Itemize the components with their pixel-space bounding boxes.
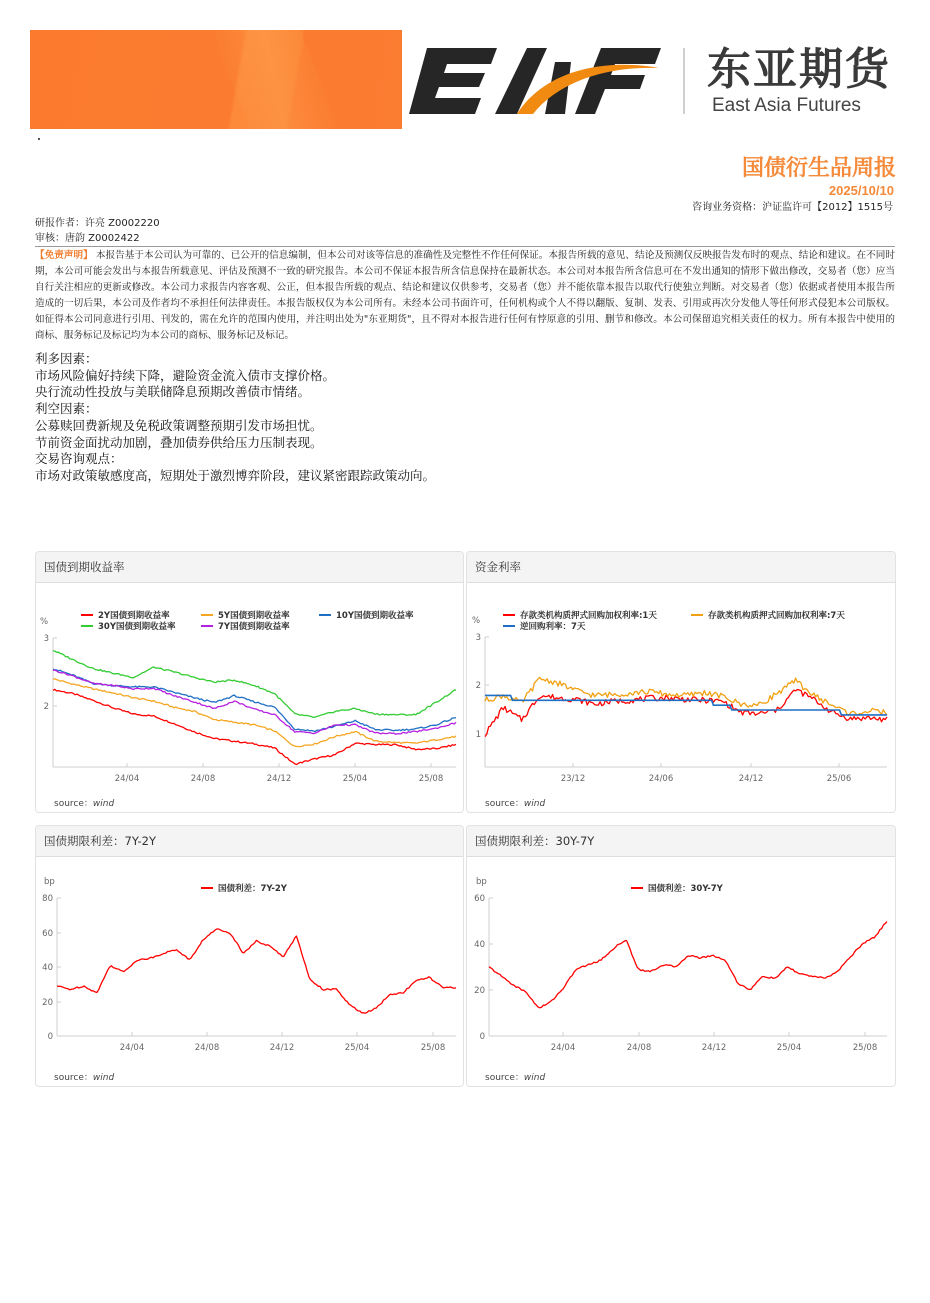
svg-text:3: 3 [475,633,481,643]
svg-text:24/12: 24/12 [738,774,764,784]
chart-source [54,1070,114,1083]
series-line [53,679,456,747]
bearish-item: 节前资金面扰动加剧，叠加债券供给压力压制表现。 [35,434,323,450]
svg-text:bp: bp [44,877,55,887]
card-title: 国债期限利差：7Y-2Y [36,826,463,857]
svg-text:25/08: 25/08 [418,774,444,784]
svg-text:bp: bp [476,877,487,887]
chart-card-yields [35,551,464,813]
source-label: source： [54,799,93,809]
svg-text:24/12: 24/12 [269,1043,295,1053]
view-heading: 交易咨询观点： [35,451,123,467]
svg-text:24/12: 24/12 [266,774,292,784]
series-line [53,669,456,731]
bullet-dot [38,138,40,140]
report-date: 2025/10/10 [828,183,894,198]
source-label: source： [485,1073,524,1083]
legend-label: 7Y国债到期收益率 [218,622,290,632]
svg-text:%: % [472,616,481,626]
report-author: 研报作者：许亮 Z0002220 [35,218,160,229]
card-title: 国债期限利差：30Y-7Y [467,826,895,857]
svg-text:20: 20 [474,986,485,996]
series-line [485,695,887,715]
chart-card-spread-7y-2y [35,825,464,1087]
series-line [53,689,456,764]
svg-text:2: 2 [43,702,49,712]
svg-text:24/08: 24/08 [626,1043,652,1053]
svg-text:80: 80 [42,894,53,904]
series-line [53,651,456,718]
svg-text:2: 2 [475,681,481,691]
company-name-en: East Asia Futures [712,95,861,116]
svg-text:3: 3 [43,634,49,644]
card-title: 国债到期收益率 [36,552,463,583]
banner-stripe [210,30,340,129]
header-banner [30,30,402,129]
bearish-item: 公募赎回费新规及免税政策调整预期引发市场担忧。 [35,417,323,433]
company-name-cn: 东亚期货 [707,44,891,95]
svg-text:40: 40 [474,940,485,950]
svg-text:%: % [40,617,49,627]
analysis-section [35,351,635,485]
svg-text:20: 20 [42,998,53,1008]
svg-text:25/04: 25/04 [776,1043,802,1053]
source-value: wind [92,799,115,809]
svg-text:60: 60 [474,894,485,904]
source-value: wind [523,1073,546,1083]
svg-text:24/08: 24/08 [190,774,216,784]
logo-divider [683,48,685,114]
source-value: wind [523,799,546,809]
spread-7y-2y-line-chart [36,826,464,1087]
chart-source [485,796,545,809]
svg-text:25/08: 25/08 [420,1043,446,1053]
series-line [57,929,456,1013]
svg-text:25/04: 25/04 [342,774,368,784]
source-label: source： [54,1073,93,1083]
svg-text:0: 0 [479,1032,485,1042]
svg-text:24/04: 24/04 [550,1043,576,1053]
source-value: wind [92,1073,115,1083]
disclaimer-text: 本报告基于本公司认为可靠的、已公开的信息编制，但本公司对该等信息的准确性及完整性不作任何保证。本报告所载的意见、结论及预测仅反映报告发布时的观点、结论和建议。在不同时期，本公司可能会发出与本报告所载意见、评估及预测不一致的研究报告。本公司不保证本报告所含信息保持在最新状态。本公司对本报告所含信息可在不发出通知的情形下做出修改，交易者（您）应当自行关注相应的更新或修改。本公司力求报告内容客观、公正，但本报告所载的观点、结论和建议仅供参考，交易者（您）并不能依靠本报告以取代行使独立判断。对交易者（您）依据或者使用本报告所造成的一切后果，本公司及作者均不承担任何法律责任。本报告版权仅为本公司所有。未经本公司书面许可，任何机构或个人不得以翻版、复制、发表、引用或再次分发他人等任何形式侵犯本公司版权。如征得本公司同意进行引用、刊发的，需在允许的范围内使用，并注明出处为"东亚期货"，且不得对本报告进行任何有悖原意的引用、删节和修改。本公司保留追究相关责任的权力。所有本报告中使用的商标、服务标记及标记均为本公司的商标、服务标记及标记。 [35,250,895,341]
chart-card-spread-30y-7y [466,825,896,1087]
yield-line-chart [36,552,464,813]
svg-text:23/12: 23/12 [560,774,586,784]
view-item: 市场对政策敏感度高，短期处于激烈博弈阶段，建议紧密跟踪政策动向。 [35,467,436,483]
svg-text:25/04: 25/04 [344,1043,370,1053]
chart-source [485,1070,545,1083]
source-label: source： [485,799,524,809]
divider [35,246,895,247]
chart-card-funding-rates [466,551,896,813]
legend-label: 存款类机构质押式回购加权利率:7天 [708,611,845,621]
legend-label: 10Y国债到期收益率 [336,611,414,621]
spread-30y-7y-line-chart [467,826,896,1087]
bullish-item: 央行流动性投放与美联储降息预期改善债市情绪。 [35,384,311,400]
legend-label: 逆回购利率：7天 [520,622,586,632]
svg-text:24/04: 24/04 [119,1043,145,1053]
svg-text:0: 0 [47,1032,53,1042]
disclaimer-tag: 【免责声明】 [35,250,93,261]
svg-text:25/08: 25/08 [852,1043,878,1053]
svg-text:24/06: 24/06 [648,774,674,784]
legend-label: 2Y国债到期收益率 [98,611,170,621]
legend-label: 国债利差：30Y-7Y [648,884,723,894]
disclaimer [35,248,895,344]
series-line [489,922,887,1008]
bearish-heading: 利空因素： [35,401,98,417]
report-title: 国债衍生品周报 [741,156,896,181]
legend-label: 存款类机构质押式回购加权利率:1天 [520,611,657,621]
svg-text:60: 60 [42,929,53,939]
report-reviewer: 审核：唐韵 Z0002422 [35,233,140,244]
svg-text:1: 1 [475,730,481,740]
license-qualification: 咨询业务资格：沪证监许可【2012】1515号 [692,202,893,213]
chart-source [54,796,114,809]
svg-text:24/08: 24/08 [194,1043,220,1053]
svg-text:24/04: 24/04 [114,774,140,784]
bullish-item: 市场风险偏好持续下降，避险资金流入债市支撑价格。 [35,367,336,383]
legend-label: 30Y国债到期收益率 [98,622,176,632]
svg-text:40: 40 [42,963,53,973]
svg-text:25/06: 25/06 [826,774,852,784]
funding-rate-line-chart [467,552,896,813]
legend-label: 5Y国债到期收益率 [218,611,290,621]
card-title: 资金利率 [467,552,895,583]
bullish-heading: 利多因素： [35,351,98,366]
series-line [485,690,887,737]
svg-text:24/12: 24/12 [701,1043,727,1053]
legend-label: 国债利差：7Y-2Y [218,884,287,894]
